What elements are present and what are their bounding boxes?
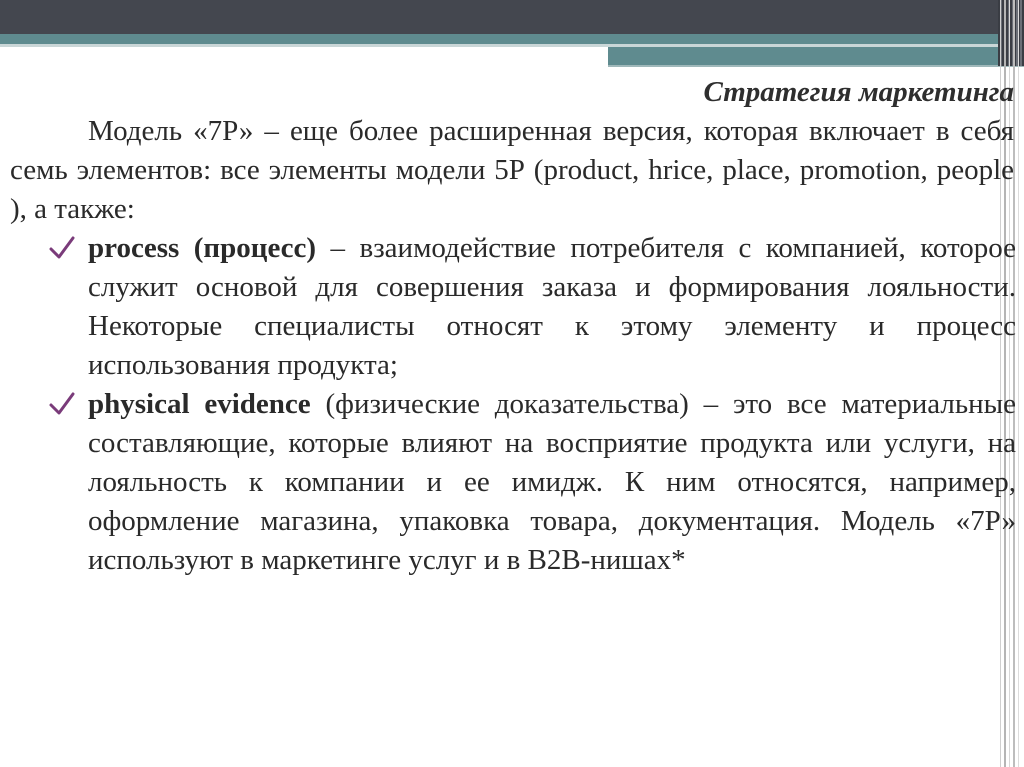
bullet-item-process [88,229,1016,385]
slide-title: Стратегия маркетинга [703,76,1014,108]
bullet-item-physical-evidence [88,385,1016,580]
bullet-term: process (процесс) [88,232,317,264]
intro-paragraph: Модель «7Р» – еще более расширенная версия, которая включает в себя семь элементов: все элементы модели 5Р (product, hrice, place, promotion, people ), а также: [10,115,1014,225]
bullet-term: physical evidence [88,388,311,420]
bullet-text: (физические доказательства) – это все материальные составляющие, которые влияют на восприятие продукта или услуги, на лояльность к компании и ее имидж. К ним относятся, например, оформление магазина, упаковка товара, документация. Модель «7Р» используют в маркетинге услуг и в В2В-нишах* [88,388,1016,576]
check-icon [48,234,76,262]
bullet-text: – взаимодействие потребителя с компанией, которое служит основой для совершения заказа и формирования лояльности. Некоторые специалисты относят к этому элементу и процесс использования продукта; [88,232,1016,381]
check-icon [48,390,76,418]
